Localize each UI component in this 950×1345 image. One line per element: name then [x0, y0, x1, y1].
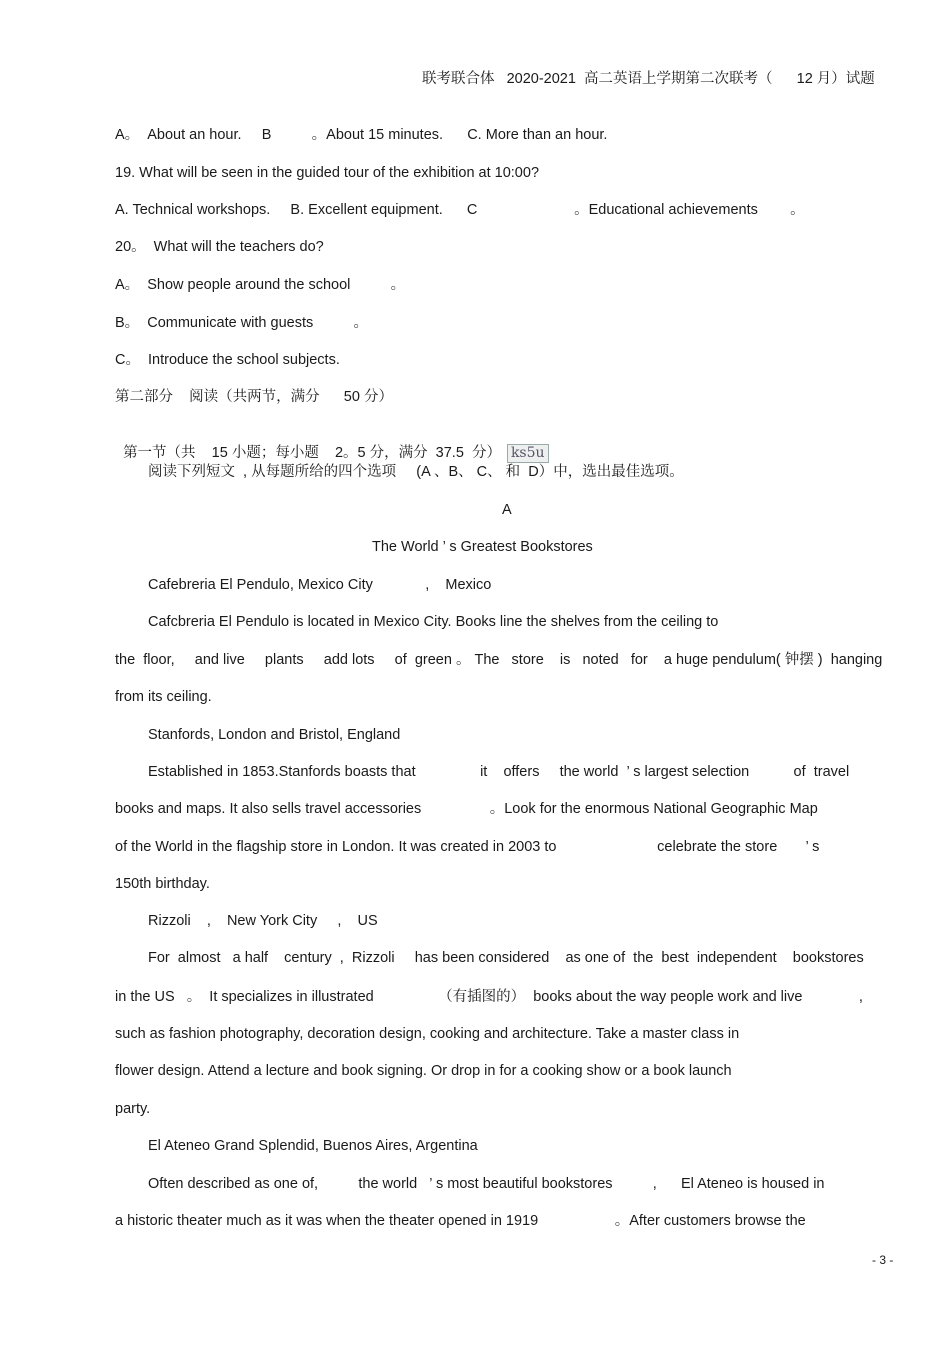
paragraph-line: Established in 1853.Stanfords boasts that it offers the world ’ s largest selection of travel	[148, 764, 850, 780]
store-heading-rizzoli: Rizzoli , New York City , US	[148, 913, 378, 929]
paragraph-line: in the US 。 It specializes in illustrated （有插图的） books about the way people work and live ,	[115, 989, 863, 1005]
section-two-heading: 第二部分 阅读（共两节，满分 50 分）	[115, 389, 393, 405]
paragraph-line: For almost a half century , Rizzoli has been considered as one of the best independent bookstores	[148, 950, 864, 966]
paragraph-line: the floor, and live plants add lots of green 。 The store is noted for a huge pendulum( 钟摆 ) hanging	[115, 652, 883, 668]
passage-label: A	[502, 502, 512, 518]
ks5u-logo: ks5u	[507, 444, 549, 463]
paragraph-line: a historic theater much as it was when the theater opened in 1919 。After customers browse the	[115, 1213, 806, 1229]
paragraph-line: of the World in the flagship store in London. It was created in 2003 to celebrate the store ’ s	[115, 839, 820, 855]
page-number: - 3 -	[872, 1253, 894, 1267]
reading-instructions: 阅读下列短文 , 从每题所给的四个选项 (A 、B、 C、 和 D）中，选出最佳选项。	[148, 464, 684, 480]
paragraph-line: Cafcbreria El Pendulo is located in Mexico City. Books line the shelves from the ceiling to	[148, 614, 719, 630]
paragraph-line: from its ceiling.	[115, 689, 212, 705]
passage-title: The World ’ s Greatest Bookstores	[372, 539, 593, 555]
q18-options: A。 About an hour. B 。About 15 minutes. C. More than an hour.	[115, 127, 608, 143]
paragraph-line: books and maps. It also sells travel accessories 。Look for the enormous National Geographic Map	[115, 801, 818, 817]
q20-option-c: C。 Introduce the school subjects.	[115, 352, 340, 368]
store-heading-pendulo: Cafebreria El Pendulo, Mexico City , Mexico	[148, 577, 492, 593]
section-one-text: 第一节（共 15 小题；每小题 2。5 分，满分 37.5 分）	[123, 445, 501, 461]
q20-option-b: B。 Communicate with guests 。	[115, 315, 369, 331]
q20-question: 20。 What will the teachers do?	[115, 239, 324, 255]
paragraph-line: party.	[115, 1101, 151, 1117]
store-heading-ateneo: El Ateneo Grand Splendid, Buenos Aires, Argentina	[148, 1138, 478, 1154]
paragraph-line: flower design. Attend a lecture and book signing. Or drop in for a cooking show or a book launch	[115, 1063, 732, 1079]
store-heading-stanfords: Stanfords, London and Bristol, England	[148, 727, 401, 743]
section-one-heading	[115, 426, 549, 463]
paragraph-line: 150th birthday.	[115, 876, 210, 892]
q19-options: A. Technical workshops. B. Excellent equipment. C 。Educational achievements 。	[115, 202, 805, 218]
paragraph-line: Often described as one of, the world ’ s most beautiful bookstores , El Ateneo is housed in	[148, 1176, 825, 1192]
paragraph-line: such as fashion photography, decoration design, cooking and architecture. Take a master class in	[115, 1026, 740, 1042]
page-header: 联考联合体 2020-2021 高二英语上学期第二次联考（ 12 月）试题	[422, 71, 875, 87]
q19-question: 19. What will be seen in the guided tour of the exhibition at 10:00?	[115, 165, 540, 181]
q20-option-a: A。 Show people around the school 。	[115, 277, 406, 293]
